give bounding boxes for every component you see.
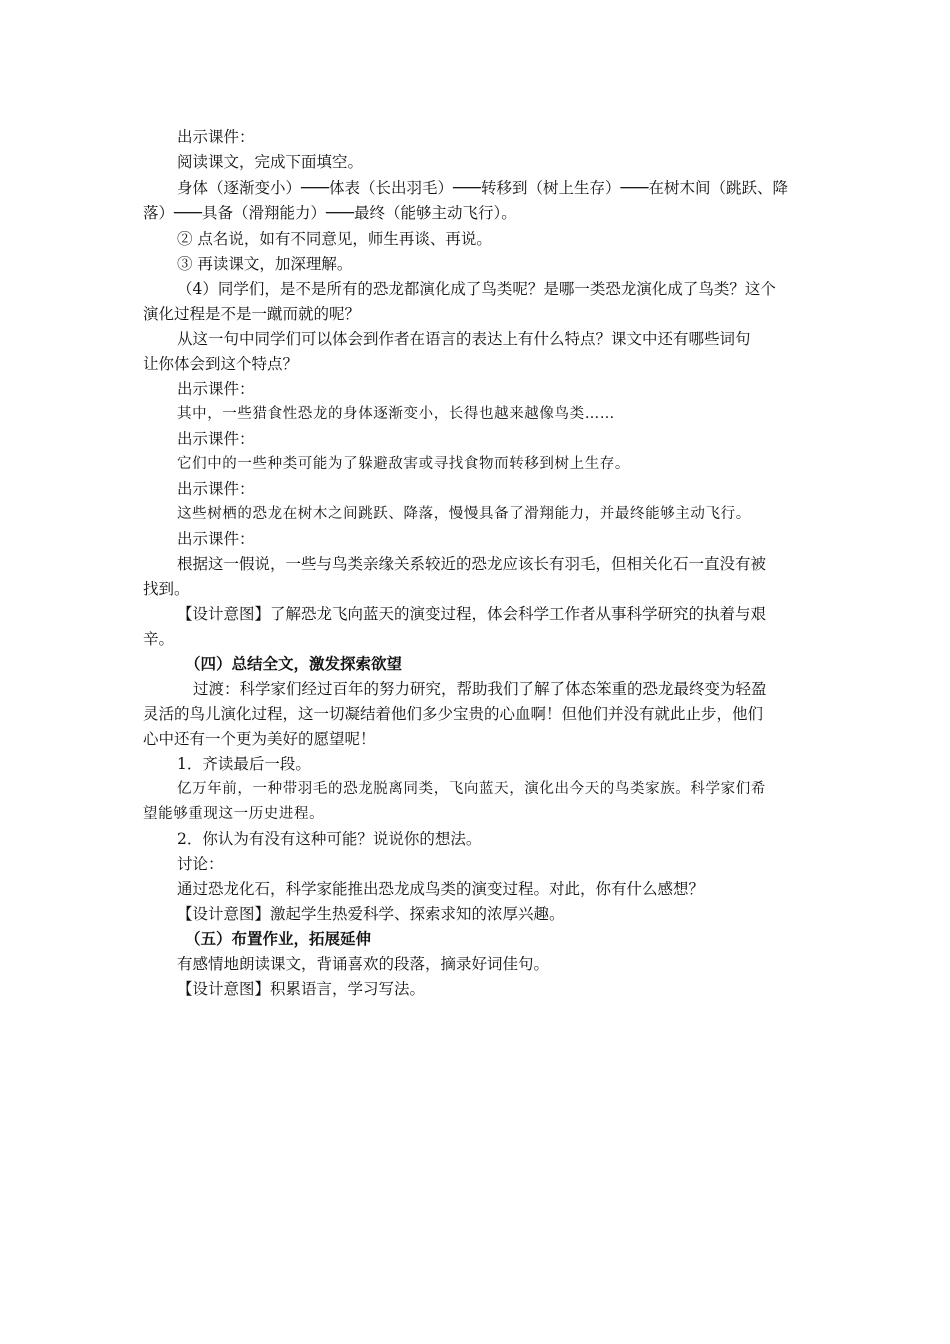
design-intent-line: 【设计意图】了解恐龙飞向蓝天的演变过程，体会科学工作者从事科学研究的执着与艰 bbox=[177, 605, 767, 623]
text-line: 落）───具备（滑翔能力）───最终（能够主动飞行）。 bbox=[143, 204, 517, 222]
text-line: 阅读课文，完成下面填空。 bbox=[177, 153, 364, 171]
text-line: （4）同学们，是不是所有的恐龙都演化成了鸟类呢？是哪一类恐龙演化成了鸟类？这个 bbox=[177, 280, 776, 298]
text-line: 让你体会到这个特点？ bbox=[143, 355, 299, 373]
text-line: 从这一句中同学们可以体会到作者在语言的表达上有什么特点？课文中还有哪些词句 bbox=[177, 330, 751, 348]
text-line: 1．齐读最后一段。 bbox=[177, 755, 311, 773]
text-line: 身体（逐渐变小）───体表（长出羽毛）───转移到（树上生存）───在树木间（跳跃、降 bbox=[177, 179, 788, 197]
text-line: 出示课件： bbox=[177, 530, 255, 548]
text-line: 心中还有一个更为美好的愿望呢！ bbox=[143, 730, 376, 748]
text-line: 出示课件： bbox=[177, 128, 255, 146]
text-line: 找到。 bbox=[143, 580, 190, 598]
text-line: 出示课件： bbox=[177, 480, 255, 498]
text-line: 过渡：科学家们经过百年的努力研究，帮助我们了解了体态笨重的恐龙最终变为轻盈 bbox=[193, 680, 767, 698]
design-intent-line: 【设计意图】激起学生热爱科学、探索求知的浓厚兴趣。 bbox=[177, 905, 565, 923]
text-line: 出示课件： bbox=[177, 380, 255, 398]
text-line: 出示课件： bbox=[177, 430, 255, 448]
text-line: ③ 再读课文，加深理解。 bbox=[177, 255, 353, 273]
text-line: 有感情地朗读课文，背诵喜欢的段落，摘录好词佳句。 bbox=[177, 955, 550, 973]
courseware-quote: 这些树栖的恐龙在树木之间跳跃、降落，慢慢具备了滑翔能力，并最终能够主动飞行。 bbox=[177, 506, 751, 522]
text-line: 2．你认为有没有这种可能？说说你的想法。 bbox=[177, 830, 482, 848]
section-heading: （五）布置作业，拓展延伸 bbox=[185, 929, 372, 948]
courseware-quote: 它们中的一些种类可能为了躲避敌害或寻找食物而转移到树上生存。 bbox=[177, 456, 630, 472]
text-line: 根据这一假说，一些与鸟类亲缘关系较近的恐龙应该长有羽毛，但相关化石一直没有被 bbox=[177, 555, 767, 573]
courseware-quote: 望能够重现这一历史进程。 bbox=[143, 806, 325, 822]
section-heading: （四）总结全文，激发探索欲望 bbox=[185, 654, 403, 673]
text-line: 辛。 bbox=[143, 630, 175, 648]
text-line: 通过恐龙化石，科学家能推出恐龙成鸟类的演变过程。对此，你有什么感想？ bbox=[177, 880, 705, 898]
design-intent-line: 【设计意图】积累语言，学习写法。 bbox=[177, 980, 426, 998]
text-line: 灵活的鸟儿演化过程，这一切凝结着他们多少宝贵的心血啊！但他们并没有就此止步，他们 bbox=[143, 705, 764, 723]
text-line: 讨论： bbox=[177, 855, 224, 873]
text-line: 演化过程是不是一蹴而就的呢？ bbox=[143, 305, 361, 323]
courseware-quote: 亿万年前，一种带羽毛的恐龙脱离同类，飞向蓝天，演化出今天的鸟类家族。科学家们希 bbox=[177, 781, 766, 797]
text-line: ② 点名说，如有不同意见，师生再谈、再说。 bbox=[177, 230, 492, 248]
courseware-quote: 其中，一些猎食性恐龙的身体逐渐变小，长得也越来越像鸟类…… bbox=[177, 406, 615, 422]
